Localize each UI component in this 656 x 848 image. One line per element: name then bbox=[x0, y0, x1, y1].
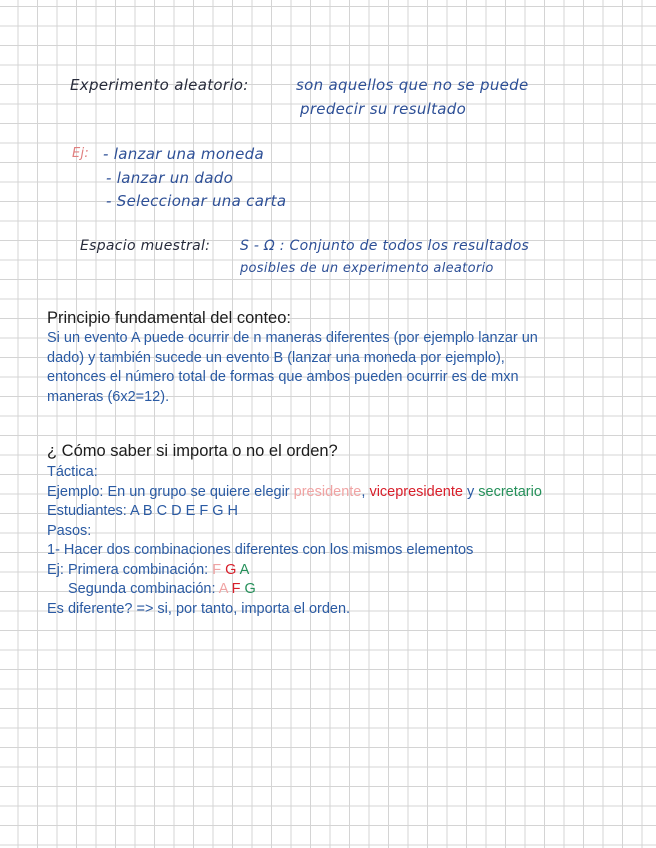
pasos-label: Pasos: bbox=[47, 522, 92, 539]
tactica-label: Táctica: bbox=[47, 464, 98, 480]
segunda-prefix: Segunda combinación: bbox=[68, 581, 219, 597]
paragraph-line: Si un evento A puede ocurrir de n maneras diferentes (por ejemplo lanzar un bbox=[47, 330, 538, 346]
orden-title: ¿ Cómo saber si importa o no el orden? bbox=[47, 442, 338, 460]
letter: A bbox=[218, 581, 228, 597]
example-item: - lanzar una moneda bbox=[103, 145, 264, 163]
estudiantes-line: Estudiantes: A B C D E F G H bbox=[47, 503, 238, 519]
paragraph-line: dado) y también sucede un evento B (lanzar una moneda por ejemplo), bbox=[47, 349, 505, 366]
letter: G bbox=[244, 581, 256, 597]
presidente-word: presidente bbox=[293, 483, 362, 500]
ejemplo-line bbox=[47, 483, 542, 503]
vicepresidente-word: vicepresidente bbox=[369, 483, 463, 500]
conclusion-line: Es diferente? => si, por tanto, importa el orden. bbox=[47, 600, 351, 617]
orden-content bbox=[47, 463, 542, 619]
espacio-definition-line2: posibles de un experimento aleatorio bbox=[240, 261, 494, 276]
paragraph-line: entonces el número total de formas que ambos pueden ocurrir es de mxn bbox=[47, 369, 519, 385]
experimento-definition-line1: son aquellos que no se puede bbox=[296, 76, 529, 94]
primera-combinacion-line bbox=[47, 561, 542, 581]
espacio-definition-line1: S - Ω : Conjunto de todos los resultados bbox=[240, 238, 530, 254]
letter: G bbox=[225, 561, 237, 578]
comma: , bbox=[361, 483, 370, 500]
secretario-word: secretario bbox=[478, 483, 542, 500]
and-word: y bbox=[462, 483, 479, 500]
principio-paragraph bbox=[47, 329, 538, 407]
letter: F bbox=[212, 561, 222, 578]
letter: A bbox=[239, 561, 250, 578]
paragraph-line: maneras (6x2=12). bbox=[47, 388, 170, 405]
letter: F bbox=[231, 581, 241, 597]
example-item: - Seleccionar una carta bbox=[106, 192, 287, 210]
experimento-definition-line2: predecir su resultado bbox=[300, 100, 467, 118]
principio-title: Principio fundamental del conteo: bbox=[47, 309, 291, 327]
example-item: - lanzar un dado bbox=[106, 169, 234, 187]
segunda-combinacion-line bbox=[47, 580, 542, 600]
experimento-label: Experimento aleatorio: bbox=[70, 76, 249, 94]
espacio-muestral-label: Espacio muestral: bbox=[80, 238, 211, 254]
paso-1: 1- Hacer dos combinaciones diferentes con los mismos elementos bbox=[47, 542, 474, 558]
ej-label: Ej: bbox=[72, 146, 90, 161]
primera-prefix: Ej: Primera combinación: bbox=[47, 561, 213, 578]
ejemplo-prefix: Ejemplo: En un grupo se quiere elegir bbox=[47, 483, 294, 500]
